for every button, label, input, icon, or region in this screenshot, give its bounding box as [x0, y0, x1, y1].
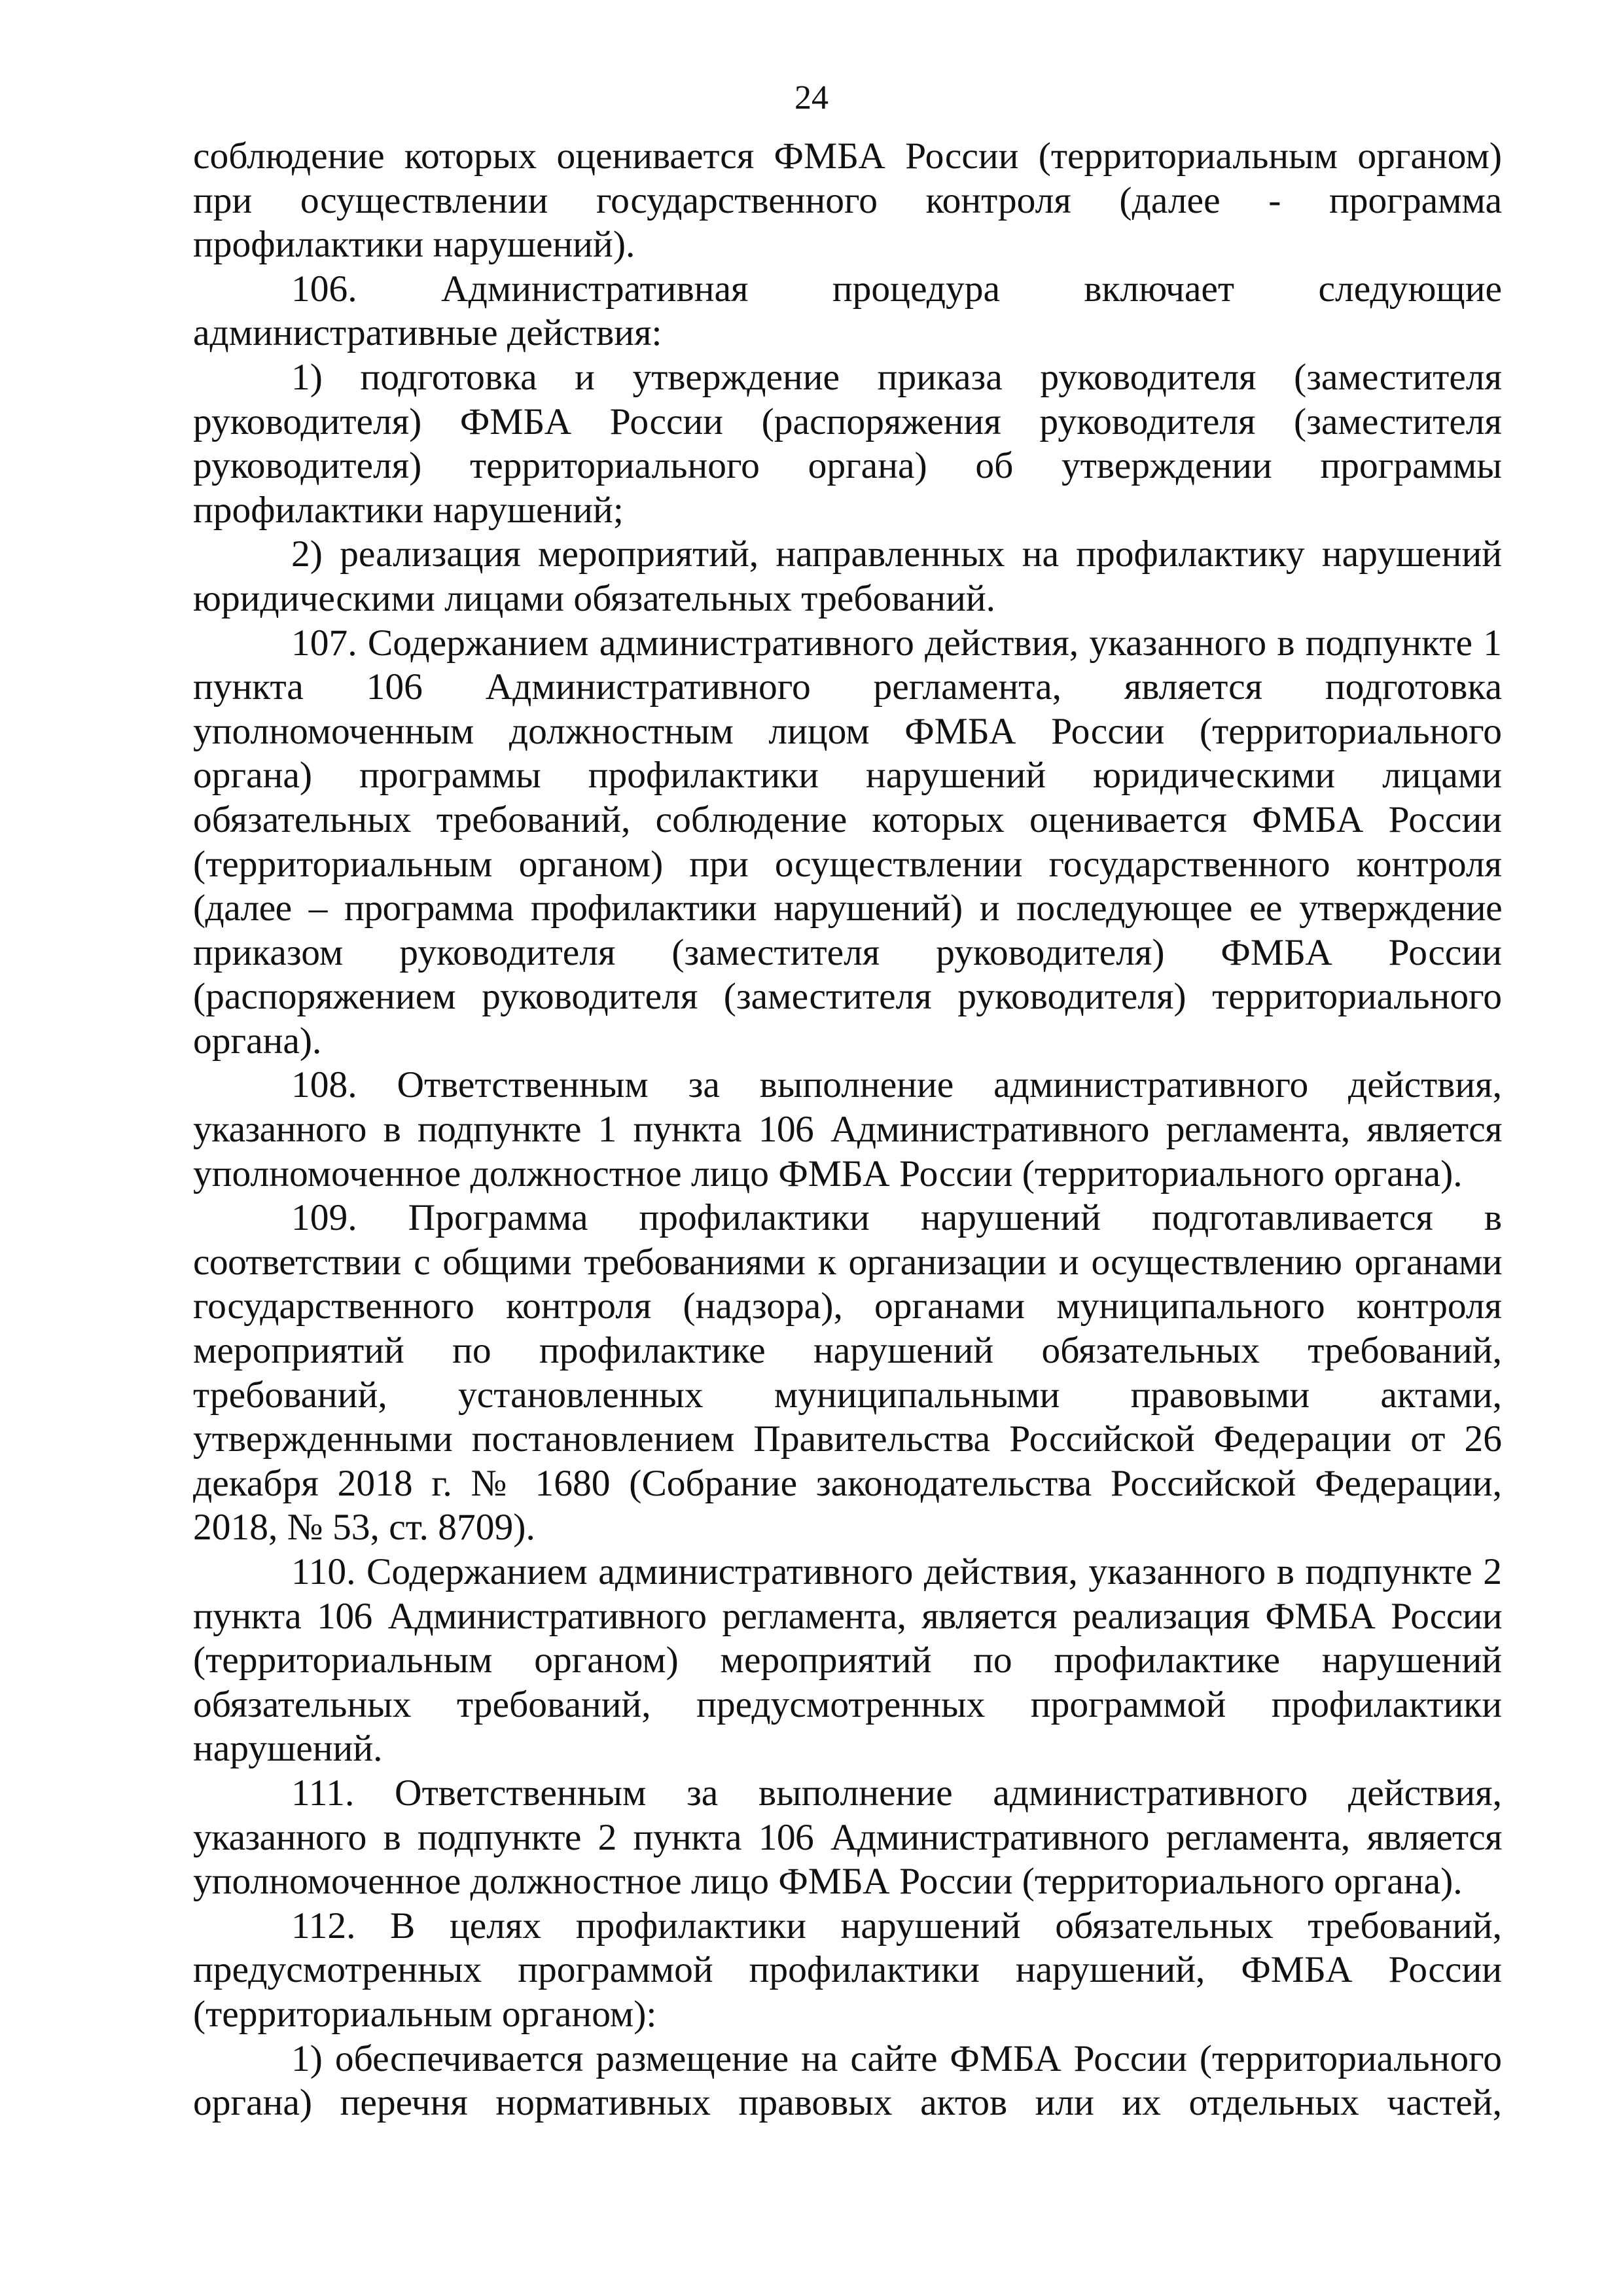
list-item-1: 1) обеспечивается размещение на сайте ФМБА России (территориального: [291, 2037, 1502, 2079]
text-line: органа) перечня нормативных правовых актов или их отдельных частей,: [193, 2082, 1502, 2124]
text-line: руководителя) ФМБА России (распоряжения руководителя (заместителя: [193, 401, 1502, 442]
text-line: уполномоченное должностное лицо ФМБА России (территориального органа).: [193, 1861, 1463, 1903]
text-line: обязательных требований, предусмотренных программой профилактики: [193, 1683, 1502, 1725]
list-item-1: 1) подготовка и утверждение приказа руководителя (заместителя: [291, 356, 1502, 398]
paragraph-112: 112. В целях профилактики нарушений обязательных требований,: [291, 1905, 1502, 1946]
text-line: при осуществлении государственного контроля (далее - программа: [193, 179, 1502, 221]
text-line: уполномоченное должностное лицо ФМБА России (территориального органа).: [193, 1153, 1463, 1194]
paragraph-109: 109. Программа профилактики нарушений подготавливается в: [291, 1197, 1502, 1239]
list-item-2: 2) реализация мероприятий, направленных на профилактику нарушений: [291, 533, 1502, 575]
text-line: уполномоченным должностным лицом ФМБА России (территориального: [193, 710, 1502, 752]
text-line: соответствии с общими требованиями к организации и осуществлению органами: [193, 1241, 1502, 1283]
paragraph-107: 107. Содержанием административного действия, указанного в подпункте 1: [291, 622, 1502, 664]
paragraph-106: 106. Административная процедура включает следующие: [291, 268, 1502, 310]
text-line: (территориальным органом) при осуществлении государственного контроля: [193, 843, 1502, 885]
text-line: государственного контроля (надзора), органами муниципального контроля: [193, 1285, 1502, 1327]
text-line: требований, установленных муниципальными правовыми актами,: [193, 1374, 1502, 1416]
text-line: указанного в подпункте 2 пункта 106 Административного регламента, является: [193, 1816, 1502, 1858]
text-line: предусмотренных программой профилактики нарушений, ФМБА России: [193, 1949, 1502, 1991]
text-line: мероприятий по профилактике нарушений обязательных требований,: [193, 1330, 1502, 1372]
paragraph-110: 110. Содержанием административного действия, указанного в подпункте 2: [291, 1551, 1502, 1592]
text-line: (территориальным органом):: [193, 1993, 657, 2035]
text-line: (распоряжением руководителя (заместителя руководителя) территориального: [193, 976, 1502, 1018]
paragraph-108: 108. Ответственным за выполнение административного действия,: [291, 1064, 1502, 1106]
text-line: нарушений.: [193, 1728, 383, 1770]
text-line: указанного в подпункте 1 пункта 106 Административного регламента, является: [193, 1109, 1502, 1151]
text-line: профилактики нарушений).: [193, 224, 635, 266]
text-line: административные действия:: [193, 312, 662, 354]
text-line: 2018, № 53, ст. 8709).: [193, 1507, 535, 1549]
text-line: обязательных требований, соблюдение которых оценивается ФМБА России: [193, 798, 1502, 840]
text-line: органа) программы профилактики нарушений юридическими лицами: [193, 755, 1502, 797]
text-line: органа).: [193, 1020, 322, 1062]
text-line: утвержденными постановлением Правительства Российской Федерации от 26: [193, 1418, 1502, 1460]
text-line: профилактики нарушений;: [193, 489, 624, 531]
document-body: [193, 134, 1502, 2125]
page-number: 24: [794, 79, 829, 117]
text-line: соблюдение которых оценивается ФМБА России (территориальным органом): [193, 135, 1502, 177]
text-line: юридическими лицами обязательных требований.: [193, 577, 996, 619]
text-line: руководителя) территориального органа) об утверждении программы: [193, 445, 1502, 487]
text-line: (территориальным органом) мероприятий по профилактике нарушений: [193, 1640, 1502, 1681]
text-line: пункта 106 Административного регламента, является подготовка: [193, 666, 1502, 708]
text-line: приказом руководителя (заместителя руководителя) ФМБА России: [193, 931, 1502, 973]
text-line: пункта 106 Административного регламента, является реализация ФМБА России: [193, 1595, 1502, 1637]
text-line: (далее – программа профилактики нарушений) и последующее ее утверждение: [193, 888, 1502, 929]
text-line: декабря 2018 г. № 1680 (Собрание законодательства Российской Федерации,: [193, 1462, 1502, 1504]
paragraph-111: 111. Ответственным за выполнение административного действия,: [291, 1772, 1502, 1814]
